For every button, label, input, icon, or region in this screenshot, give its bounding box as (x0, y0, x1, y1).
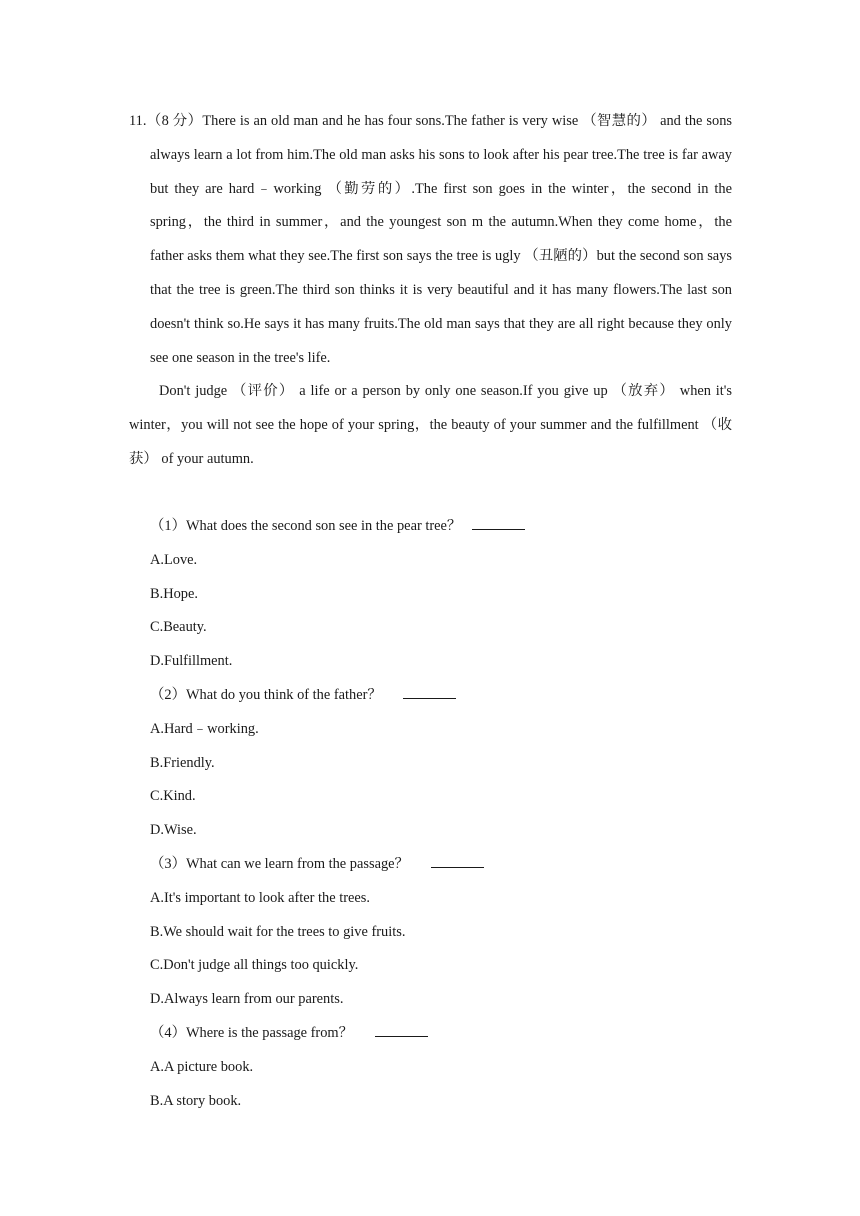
answer-blank[interactable] (431, 853, 484, 868)
answer-blank[interactable] (472, 515, 525, 530)
option-c: C.Kind. (150, 788, 196, 805)
option-a: A.Hard﹣working. (150, 720, 259, 737)
option-a: A.Love. (150, 551, 198, 568)
paragraph-1-text: There is an old man and he has four sons.The father is very wise （智慧的） and the sons always learn a lot from him.The old man asks his sons to look after his pear tree.The tree is far away but they are hard﹣working （勤劳的）.The first son goes in the winter，the second in the spring，the third in summer，and the youngest son m the autumn.When they come home，the father asks them what they see.The first son says the tree is ugly （丑陋的）but the second son says that the tree is green.The third son thinks it is very beautiful and it has many flowers.The last son doesn't think so.He says it has many fruits.The old man says that they are all right because they only see one season in the tree's life. (150, 113, 732, 366)
question-2 (150, 679, 732, 848)
question-number: 11. (129, 113, 147, 129)
answer-blank[interactable] (403, 684, 456, 699)
option-d: D.Fulfillment. (150, 653, 233, 670)
passage-paragraph-1 (129, 105, 732, 375)
option-a: A.A picture book. (150, 1058, 254, 1075)
paragraph-2-text: Don't judge （评价） a life or a person by only one season.If you give up （放弃） when it's winter，you will not see the hope of your spring，the beauty of your summer and the fulfillment （收获） of your autumn. (129, 383, 732, 467)
option-d: D.Always learn from our parents. (150, 991, 344, 1008)
option-b: B.Friendly. (150, 754, 215, 771)
question-score: （8 分） (146, 113, 203, 129)
option-d: D.Wise. (150, 822, 197, 839)
passage-paragraph-2 (129, 375, 732, 476)
question-1 (150, 510, 732, 679)
answer-blank[interactable] (375, 1022, 428, 1037)
question-prompt: （2）What do you think of the father？ (150, 679, 732, 713)
question-prompt: （4）Where is the passage from？ (150, 1017, 732, 1051)
reading-passage (129, 105, 732, 477)
question-4 (150, 1017, 732, 1118)
option-a: A.It's important to look after the trees. (150, 889, 370, 906)
option-c: C.Don't judge all things too quickly. (150, 957, 359, 974)
option-b: B.We should wait for the trees to give fruits. (150, 923, 406, 940)
option-c: C.Beauty. (150, 619, 207, 636)
question-prompt: （1）What does the second son see in the pear tree？ (150, 510, 732, 544)
question-3 (150, 848, 732, 1017)
option-b: B.Hope. (150, 585, 198, 602)
question-list (150, 510, 732, 1118)
option-b: B.A story book. (150, 1092, 242, 1109)
question-prompt: （3）What can we learn from the passage？ (150, 848, 732, 882)
